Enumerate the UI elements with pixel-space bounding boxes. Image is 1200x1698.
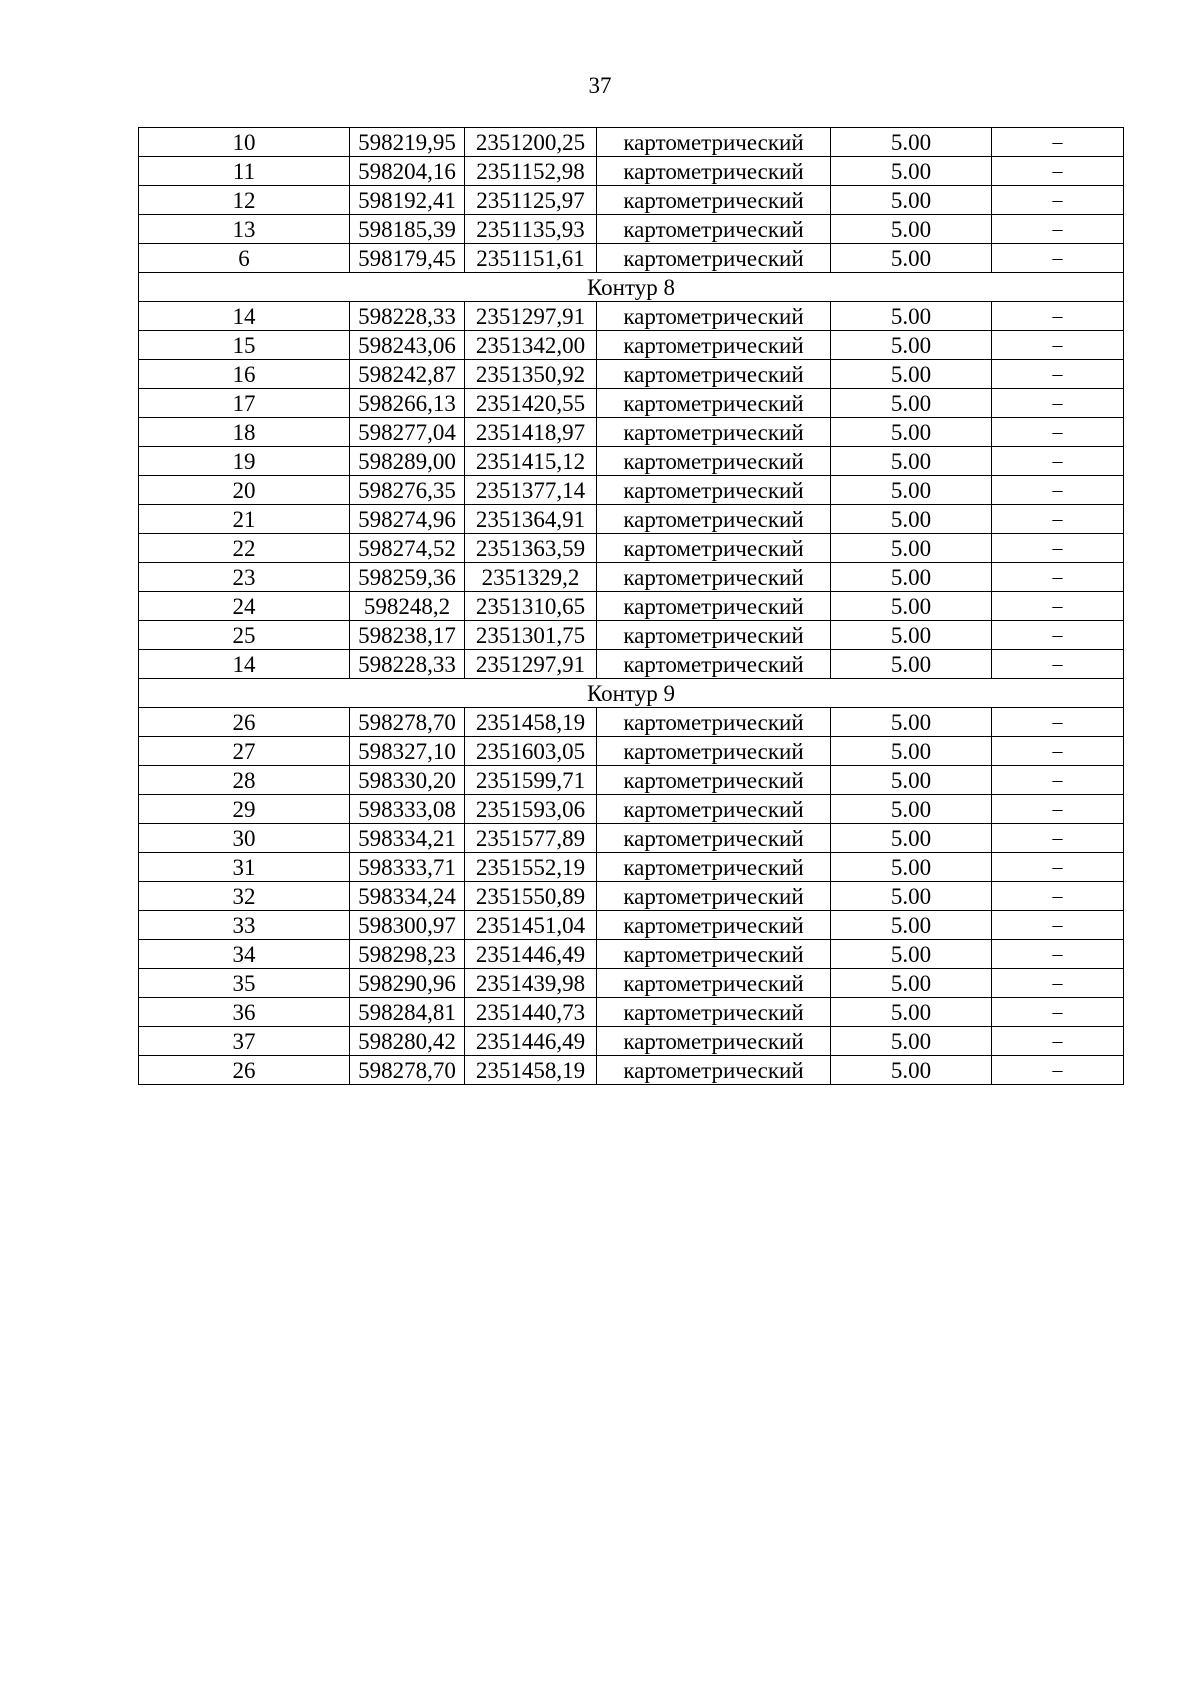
table-row [139,592,1124,621]
method-cell: картометрический [597,998,831,1027]
precision-cell: 5.00 [831,824,992,853]
precision-cell: 5.00 [831,244,992,273]
coordinate-y-cell: 2351329,2 [465,563,597,592]
precision-cell: 5.00 [831,882,992,911]
note-cell: – [992,969,1124,998]
method-cell: картометрический [597,1056,831,1085]
point-number-cell: 36 [139,998,350,1027]
point-number-cell: 22 [139,534,350,563]
coordinate-y-cell: 2351301,75 [465,621,597,650]
point-number-cell: 21 [139,505,350,534]
coordinate-y-cell: 2351439,98 [465,969,597,998]
point-number-cell: 12 [139,186,350,215]
method-cell: картометрический [597,418,831,447]
method-cell: картометрический [597,969,831,998]
coordinate-x-cell: 598259,36 [350,563,465,592]
coordinate-y-cell: 2351135,93 [465,215,597,244]
table-row [139,911,1124,940]
table-row [139,534,1124,563]
coordinate-y-cell: 2351446,49 [465,940,597,969]
coordinate-y-cell: 2351458,19 [465,708,597,737]
note-cell: – [992,244,1124,273]
method-cell: картометрический [597,882,831,911]
note-cell: – [992,650,1124,679]
point-number-cell: 30 [139,824,350,853]
point-number-cell: 24 [139,592,350,621]
coordinate-y-cell: 2351603,05 [465,737,597,766]
point-number-cell: 26 [139,708,350,737]
table-row [139,621,1124,650]
point-number-cell: 29 [139,795,350,824]
method-cell: картометрический [597,650,831,679]
point-number-cell: 6 [139,244,350,273]
coordinate-x-cell: 598228,33 [350,302,465,331]
note-cell: – [992,1027,1124,1056]
table-row [139,244,1124,273]
coordinate-x-cell: 598242,87 [350,360,465,389]
method-cell: картометрический [597,708,831,737]
precision-cell: 5.00 [831,186,992,215]
note-cell: – [992,1056,1124,1085]
coordinate-x-cell: 598185,39 [350,215,465,244]
note-cell: – [992,447,1124,476]
precision-cell: 5.00 [831,534,992,563]
precision-cell: 5.00 [831,215,992,244]
method-cell: картометрический [597,534,831,563]
coordinate-y-cell: 2351342,00 [465,331,597,360]
coordinate-x-cell: 598330,20 [350,766,465,795]
note-cell: – [992,215,1124,244]
method-cell: картометрический [597,621,831,650]
table-row [139,476,1124,505]
coordinate-x-cell: 598266,13 [350,389,465,418]
precision-cell: 5.00 [831,592,992,621]
coordinate-y-cell: 2351200,25 [465,128,597,157]
point-number-cell: 14 [139,650,350,679]
method-cell: картометрический [597,940,831,969]
coordinate-x-cell: 598204,16 [350,157,465,186]
note-cell: – [992,766,1124,795]
table-row [139,418,1124,447]
note-cell: – [992,418,1124,447]
method-cell: картометрический [597,824,831,853]
table-row [139,302,1124,331]
note-cell: – [992,505,1124,534]
point-number-cell: 13 [139,215,350,244]
coordinate-y-cell: 2351151,61 [465,244,597,273]
coordinate-y-cell: 2351418,97 [465,418,597,447]
coordinate-x-cell: 598277,04 [350,418,465,447]
precision-cell: 5.00 [831,447,992,476]
coordinate-y-cell: 2351297,91 [465,650,597,679]
note-cell: – [992,940,1124,969]
coordinate-y-cell: 2351364,91 [465,505,597,534]
note-cell: – [992,157,1124,186]
point-number-cell: 18 [139,418,350,447]
coordinate-x-cell: 598276,35 [350,476,465,505]
coordinate-y-cell: 2351350,92 [465,360,597,389]
precision-cell: 5.00 [831,969,992,998]
coordinate-y-cell: 2351440,73 [465,998,597,1027]
contour-header-row [139,679,1124,708]
method-cell: картометрический [597,302,831,331]
precision-cell: 5.00 [831,621,992,650]
method-cell: картометрический [597,505,831,534]
coordinate-x-cell: 598333,08 [350,795,465,824]
point-number-cell: 19 [139,447,350,476]
point-number-cell: 27 [139,737,350,766]
contour-header-row [139,273,1124,302]
table-row [139,824,1124,853]
coordinate-x-cell: 598278,70 [350,1056,465,1085]
precision-cell: 5.00 [831,563,992,592]
note-cell: – [992,331,1124,360]
table-row [139,128,1124,157]
method-cell: картометрический [597,737,831,766]
note-cell: – [992,621,1124,650]
note-cell: – [992,737,1124,766]
coordinate-x-cell: 598284,81 [350,998,465,1027]
coordinate-x-cell: 598274,52 [350,534,465,563]
table-row [139,389,1124,418]
method-cell: картометрический [597,476,831,505]
coordinate-x-cell: 598192,41 [350,186,465,215]
precision-cell: 5.00 [831,998,992,1027]
note-cell: – [992,853,1124,882]
method-cell: картометрический [597,795,831,824]
point-number-cell: 32 [139,882,350,911]
method-cell: картометрический [597,360,831,389]
precision-cell: 5.00 [831,302,992,331]
coordinate-x-cell: 598219,95 [350,128,465,157]
table-row [139,1056,1124,1085]
point-number-cell: 14 [139,302,350,331]
method-cell: картометрический [597,563,831,592]
precision-cell: 5.00 [831,360,992,389]
note-cell: – [992,128,1124,157]
note-cell: – [992,360,1124,389]
method-cell: картометрический [597,766,831,795]
coordinate-x-cell: 598274,96 [350,505,465,534]
coordinate-x-cell: 598327,10 [350,737,465,766]
coordinate-y-cell: 2351377,14 [465,476,597,505]
point-number-cell: 23 [139,563,350,592]
point-number-cell: 31 [139,853,350,882]
table-row [139,1027,1124,1056]
coordinate-x-cell: 598280,42 [350,1027,465,1056]
coordinate-x-cell: 598243,06 [350,331,465,360]
coordinate-x-cell: 598334,24 [350,882,465,911]
precision-cell: 5.00 [831,940,992,969]
method-cell: картометрический [597,389,831,418]
coordinate-y-cell: 2351458,19 [465,1056,597,1085]
method-cell: картометрический [597,215,831,244]
precision-cell: 5.00 [831,476,992,505]
point-number-cell: 35 [139,969,350,998]
method-cell: картометрический [597,244,831,273]
coordinate-y-cell: 2351415,12 [465,447,597,476]
precision-cell: 5.00 [831,418,992,447]
table-row [139,360,1124,389]
precision-cell: 5.00 [831,505,992,534]
coordinate-x-cell: 598289,00 [350,447,465,476]
precision-cell: 5.00 [831,766,992,795]
method-cell: картометрический [597,331,831,360]
coordinates-table [138,127,1124,1085]
note-cell: – [992,882,1124,911]
coordinate-x-cell: 598228,33 [350,650,465,679]
coordinate-y-cell: 2351125,97 [465,186,597,215]
table-row [139,882,1124,911]
table-row [139,766,1124,795]
table-row [139,186,1124,215]
point-number-cell: 10 [139,128,350,157]
note-cell: – [992,563,1124,592]
precision-cell: 5.00 [831,157,992,186]
coordinate-x-cell: 598333,71 [350,853,465,882]
precision-cell: 5.00 [831,853,992,882]
coordinate-y-cell: 2351577,89 [465,824,597,853]
table-row [139,998,1124,1027]
table-row [139,563,1124,592]
point-number-cell: 26 [139,1056,350,1085]
coordinate-x-cell: 598300,97 [350,911,465,940]
coordinate-x-cell: 598298,23 [350,940,465,969]
note-cell: – [992,302,1124,331]
precision-cell: 5.00 [831,1056,992,1085]
method-cell: картометрический [597,128,831,157]
coordinate-y-cell: 2351363,59 [465,534,597,563]
note-cell: – [992,795,1124,824]
point-number-cell: 34 [139,940,350,969]
point-number-cell: 16 [139,360,350,389]
table-row [139,650,1124,679]
point-number-cell: 37 [139,1027,350,1056]
coordinate-y-cell: 2351297,91 [465,302,597,331]
coordinate-y-cell: 2351310,65 [465,592,597,621]
method-cell: картометрический [597,157,831,186]
precision-cell: 5.00 [831,795,992,824]
precision-cell: 5.00 [831,389,992,418]
coordinate-y-cell: 2351451,04 [465,911,597,940]
table-row [139,505,1124,534]
table-row [139,940,1124,969]
precision-cell: 5.00 [831,650,992,679]
method-cell: картометрический [597,186,831,215]
coordinate-x-cell: 598238,17 [350,621,465,650]
point-number-cell: 15 [139,331,350,360]
coordinate-y-cell: 2351550,89 [465,882,597,911]
note-cell: – [992,534,1124,563]
point-number-cell: 33 [139,911,350,940]
note-cell: – [992,592,1124,621]
point-number-cell: 11 [139,157,350,186]
coordinate-y-cell: 2351152,98 [465,157,597,186]
precision-cell: 5.00 [831,911,992,940]
point-number-cell: 28 [139,766,350,795]
contour-header: Контур 9 [139,679,1124,708]
coordinate-y-cell: 2351599,71 [465,766,597,795]
coordinates-table-body [139,128,1124,1085]
method-cell: картометрический [597,592,831,621]
table-row [139,708,1124,737]
precision-cell: 5.00 [831,737,992,766]
table-row [139,331,1124,360]
table-row [139,157,1124,186]
coordinate-y-cell: 2351593,06 [465,795,597,824]
table-row [139,795,1124,824]
method-cell: картометрический [597,447,831,476]
method-cell: картометрический [597,853,831,882]
method-cell: картометрический [597,1027,831,1056]
precision-cell: 5.00 [831,128,992,157]
coordinate-x-cell: 598334,21 [350,824,465,853]
precision-cell: 5.00 [831,1027,992,1056]
note-cell: – [992,824,1124,853]
table-row [139,215,1124,244]
table-row [139,447,1124,476]
coordinate-y-cell: 2351446,49 [465,1027,597,1056]
precision-cell: 5.00 [831,331,992,360]
method-cell: картометрический [597,911,831,940]
coordinate-x-cell: 598248,2 [350,592,465,621]
coordinate-y-cell: 2351552,19 [465,853,597,882]
note-cell: – [992,476,1124,505]
note-cell: – [992,389,1124,418]
point-number-cell: 17 [139,389,350,418]
coordinate-x-cell: 598278,70 [350,708,465,737]
contour-header: Контур 8 [139,273,1124,302]
coordinate-x-cell: 598179,45 [350,244,465,273]
table-row [139,853,1124,882]
table-row [139,969,1124,998]
precision-cell: 5.00 [831,708,992,737]
coordinate-y-cell: 2351420,55 [465,389,597,418]
point-number-cell: 25 [139,621,350,650]
note-cell: – [992,998,1124,1027]
note-cell: – [992,911,1124,940]
coordinate-x-cell: 598290,96 [350,969,465,998]
point-number-cell: 20 [139,476,350,505]
table-row [139,737,1124,766]
page-number: 37 [588,73,612,98]
note-cell: – [992,186,1124,215]
note-cell: – [992,708,1124,737]
